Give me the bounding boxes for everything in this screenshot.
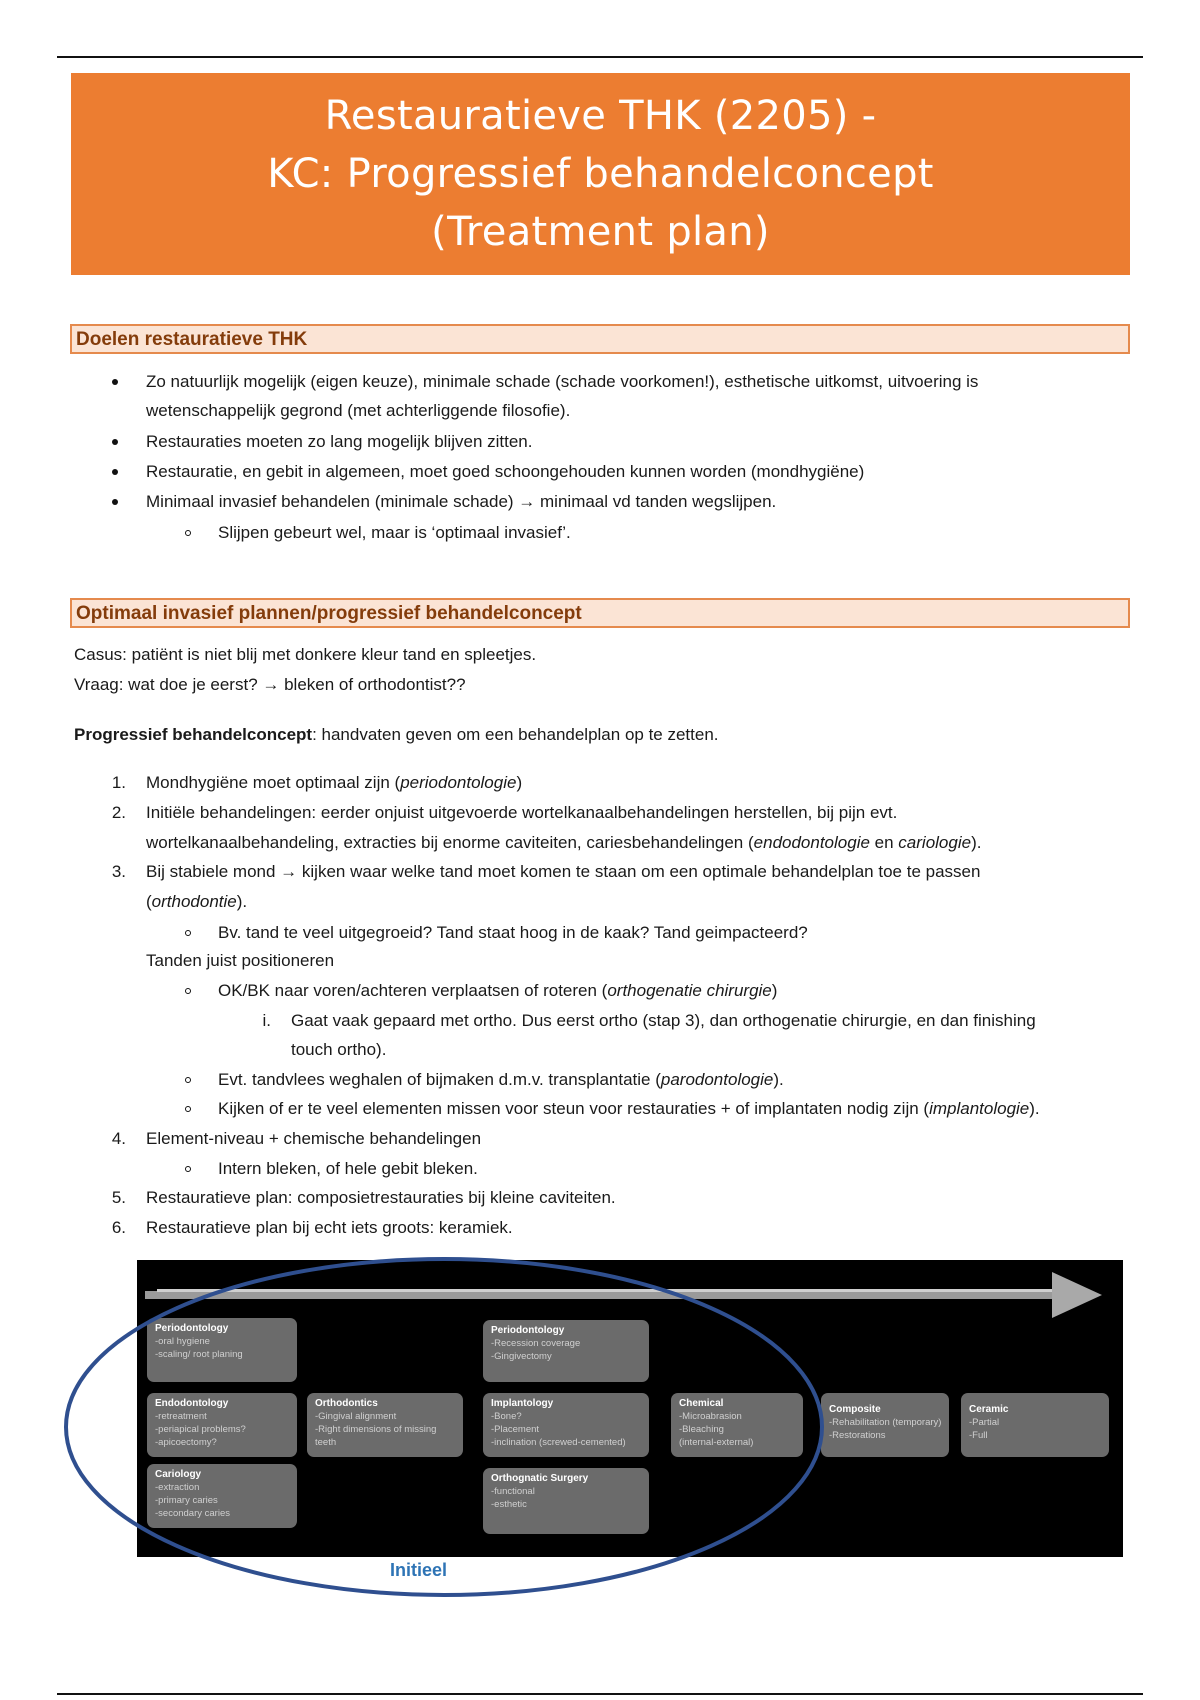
bullet-1-line-1: Zo natuurlijk mogelijk (eigen keuze), minimale schade (schade voorkomen!), esthetische uitkomst, uitvoering is — [146, 372, 979, 391]
bullet-dot — [112, 469, 118, 475]
bullet-dot — [112, 439, 118, 445]
sub-bullet-circle — [185, 530, 191, 536]
concept-rest: : handvaten geven om een behandelplan op te zetten. — [312, 725, 719, 744]
list-item-2-line-1: Initiële behandelingen: eerder onjuist uitgevoerde wortelkanaalbehandelingen herstellen, bij pijn evt. — [146, 803, 898, 822]
card-endodontology: Endodontology -retreatment -periapical problems? -apicoectomy? — [147, 1393, 297, 1457]
list-number: 4. — [111, 1129, 126, 1148]
top-rule — [57, 56, 1143, 58]
concept-bold: Progressief behandelconcept — [74, 725, 313, 744]
section-heading-doelen: Doelen restauratieve THK — [70, 324, 1130, 354]
list-item-3-sub-1: Bv. tand te veel uitgegroeid? Tand staat hoog in de kaak? Tand geimpacteerd? — [218, 923, 808, 942]
list-number: 1. — [111, 773, 126, 792]
section-heading-optimaal: Optimaal invasief plannen/progressief behandelconcept — [70, 598, 1130, 628]
card-implantology: Implantology -Bone? -Placement -inclination (screwed-cemented) — [483, 1393, 649, 1457]
list-item-3-sub-4: Kijken of er te veel elementen missen voor steun voor restauraties + of implantaten nodig zijn (implantologie). — [218, 1099, 1040, 1118]
treatment-diagram — [137, 1260, 1123, 1557]
bullet-4: Minimaal invasief behandelen (minimale schade) → minimaal vd tanden wegslijpen. — [146, 492, 777, 511]
bullet-dot — [112, 499, 118, 505]
list-item-3-sub-2: OK/BK naar voren/achteren verplaatsen of roteren (orthogenatie chirurgie) — [218, 981, 778, 1000]
list-item-1: Mondhygiëne moet optimaal zijn (periodontologie) — [146, 773, 523, 792]
list-number: 5. — [111, 1188, 126, 1207]
bullet-3: Restauratie, en gebit in algemeen, moet goed schoongehouden kunnen worden (mondhygiëne) — [146, 462, 865, 481]
list-item-3-line-2: (orthodontie). — [146, 892, 248, 911]
tanden-label: Tanden juist positioneren — [146, 951, 335, 970]
list-item-6: Restauratieve plan bij echt iets groots: keramiek. — [146, 1218, 513, 1237]
list-item-3-line-1: Bij stabiele mond → kijken waar welke tand moet komen te staan om een optimale behandelplan toe te passen — [146, 862, 981, 881]
list-number: 3. — [111, 862, 126, 881]
sub-bullet-circle — [185, 930, 191, 936]
card-composite: Composite -Rehabilitation (temporary) -Restorations — [821, 1393, 949, 1457]
bottom-rule — [57, 1693, 1143, 1695]
list-item-3-sub-3: Evt. tandvlees weghalen of bijmaken d.m.v. transplantatie (parodontologie). — [218, 1070, 784, 1089]
sub-bullet-circle — [185, 1166, 191, 1172]
card-ceramic: Ceramic -Partial -Full — [961, 1393, 1109, 1457]
sub-bullet-circle — [185, 1106, 191, 1112]
progress-arrow — [137, 1260, 1123, 1320]
bullet-1-line-2: wetenschappelijk gegrond (met achterliggende filosofie). — [146, 401, 571, 420]
initieel-label: Initieel — [390, 1560, 448, 1580]
card-cariology: Cariology -extraction -primary caries -secondary caries — [147, 1464, 297, 1528]
vraag-text: Vraag: wat doe je eerst? → bleken of orthodontist?? — [74, 675, 466, 694]
card-periodontology-2: Periodontology -Recession coverage -Gingivectomy — [483, 1320, 649, 1382]
sub-bullet-circle — [185, 1077, 191, 1083]
list-number: 6. — [111, 1218, 126, 1237]
list-item-2-line-2: wortelkanaalbehandeling, extracties bij enorme caviteiten, cariesbehandelingen (endodontologie en cariologie). — [146, 833, 982, 852]
roman-item-line-2: touch ortho). — [291, 1040, 387, 1059]
card-periodontology-1: Periodontology -oral hygiene -scaling/ root planing — [147, 1318, 297, 1382]
title-line-2: KC: Progressief behandelconcept — [267, 151, 934, 197]
bullet-2: Restauraties moeten zo lang mogelijk blijven zitten. — [146, 432, 533, 451]
card-orthognatic-surgery: Orthognatic Surgery -functional -esthetic — [483, 1468, 649, 1534]
title-banner — [71, 73, 1130, 275]
card-orthodontics: Orthodontics -Gingival alignment -Right dimensions of missing teeth — [307, 1393, 463, 1457]
title-line-3: (Treatment plan) — [431, 209, 770, 255]
sub-bullet-circle — [185, 988, 191, 994]
title-line-1: Restauratieve THK (2205) - — [324, 93, 877, 139]
roman-number: i. — [262, 1011, 271, 1030]
bullet-4-sub: Slijpen gebeurt wel, maar is ‘optimaal invasief’. — [218, 523, 571, 542]
concept-line — [74, 720, 719, 749]
list-item-5: Restauratieve plan: composietrestauraties bij kleine caviteiten. — [146, 1188, 616, 1207]
card-chemical: Chemical -Microabrasion -Bleaching (internal-external) — [671, 1393, 803, 1457]
casus-text: Casus: patiënt is niet blij met donkere kleur tand en spleetjes. — [74, 645, 537, 664]
bullet-dot — [112, 379, 118, 385]
roman-item-line-1: Gaat vaak gepaard met ortho. Dus eerst ortho (stap 3), dan orthogenatie chirurgie, en dan finishing — [291, 1011, 1036, 1030]
list-item-4-sub: Intern bleken, of hele gebit bleken. — [218, 1159, 478, 1178]
list-item-4: Element-niveau + chemische behandelingen — [146, 1129, 482, 1148]
list-number: 2. — [111, 803, 126, 822]
